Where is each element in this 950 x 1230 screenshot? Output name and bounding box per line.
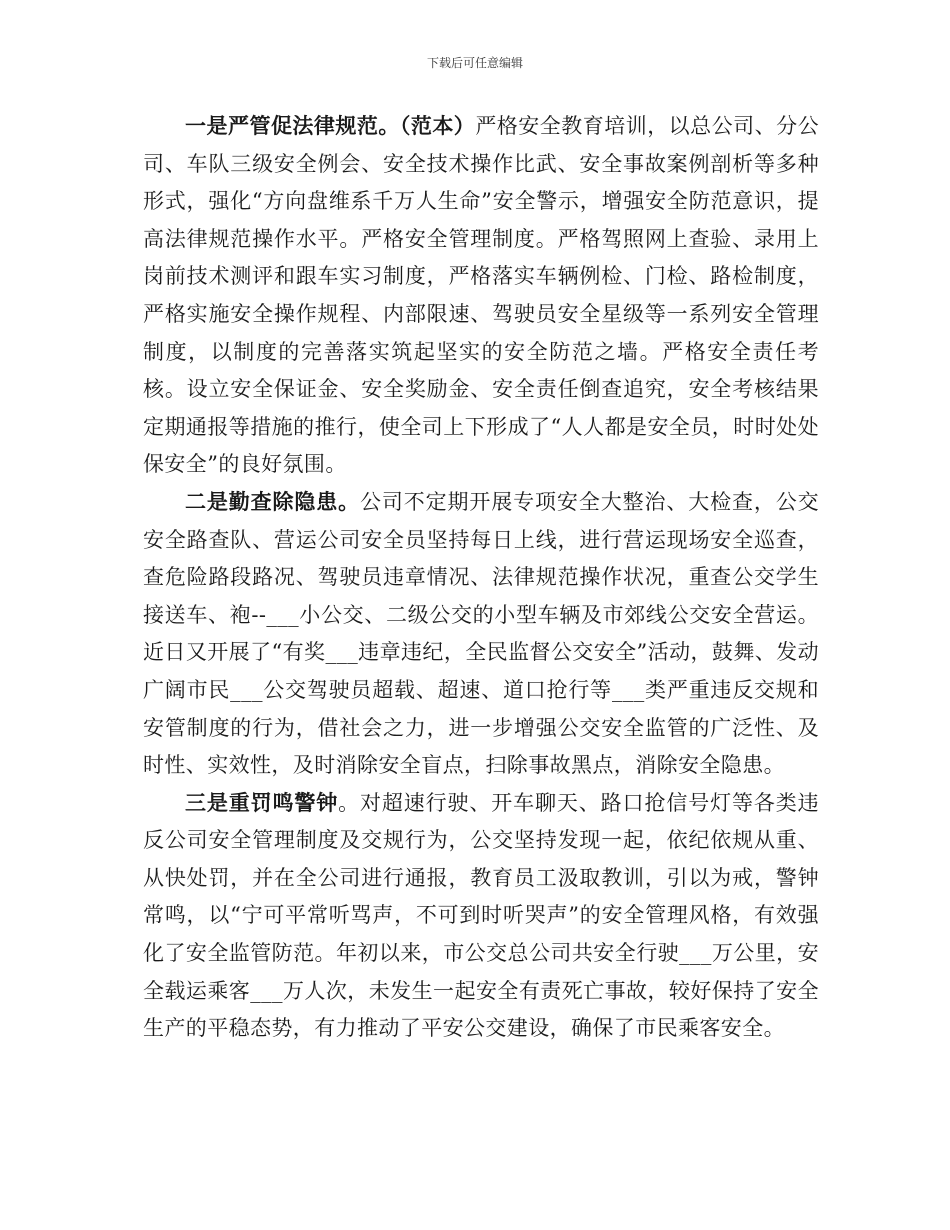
- page-header: 下载后可任意编辑: [426, 56, 523, 70]
- paragraph-2-body: 公司不定期开展专项安全大整治、大检查，公交安全路查队、营运公司安全员坚持每日上线，进行营运现场安全巡查，查危险路段路况、驾驶员违章情况、法律规范操作状况，重查公交学生接送车、袍--___小公交、二级公交的小型车辆及市郊线公交安全营运。近日又开展了“有奖___违章违纪，全民监督公交安全”活动，鼓舞、发动广阔市民___公交驾驶员超载、超速、道口抢行等___类严重违反交规和安管制度的行为，借社会之力，进一步增强公交安全监管的广泛性、及时性、实效性，及时消除安全盲点，扫除事故黑点，消除安全隐患。: [143, 489, 819, 778]
- paragraph-1-body: 严格安全教育培训，以总公司、分公司、车队三级安全例会、安全技术操作比武、安全事故案例剖析等多种形式，强化“方向盘维系千万人生命”安全警示，增强安全防范意识，提高法律规范操作水平。严格安全管理制度。严格驾照网上查验、录用上岗前技术测评和跟车实习制度，严格落实车辆例检、门检、路检制度，严格实施安全操作规程、内部限速、驾驶员安全星级等一系列安全管理制度，以制度的完善落实筑起坚实的安全防范之墙。严格安全责任考核。设立安全保证金、安全奖励金、安全责任倒查追究，安全考核结果定期通报等措施的推行，使全司上下形成了“人人都是安全员，时时处处保安全”的良好氛围。: [143, 114, 819, 477]
- paragraph-3-lead: 三是重罚鸣警钟: [185, 790, 339, 815]
- paragraph-1: [143, 108, 819, 484]
- document-body: [143, 108, 819, 1048]
- paragraph-3-body: 。对超速行驶、开车聊天、路口抢信号灯等各类违反公司安全管理制度及交规行为，公交坚持发现一起，依纪依规从重、从快处罚，并在全公司进行通报，教育员工汲取教训，引以为戒，警钟常鸣，以“宁可平常听骂声，不可到时听哭声”的安全管理风格，有效强化了安全监管防范。年初以来，市公交总公司共安全行驶___万公里，安全载运乘客___万人次，未发生一起安全有责死亡事故，较好保持了安全生产的平稳态势，有力推动了平安公交建设，确保了市民乘客安全。: [143, 790, 819, 1041]
- paragraph-3: [143, 785, 819, 1048]
- paragraph-1-lead: 一是严管促法律规范。（范本）: [185, 114, 476, 138]
- paragraph-2: [143, 484, 819, 785]
- paragraph-2-lead: 二是勤查除隐患。: [185, 489, 361, 514]
